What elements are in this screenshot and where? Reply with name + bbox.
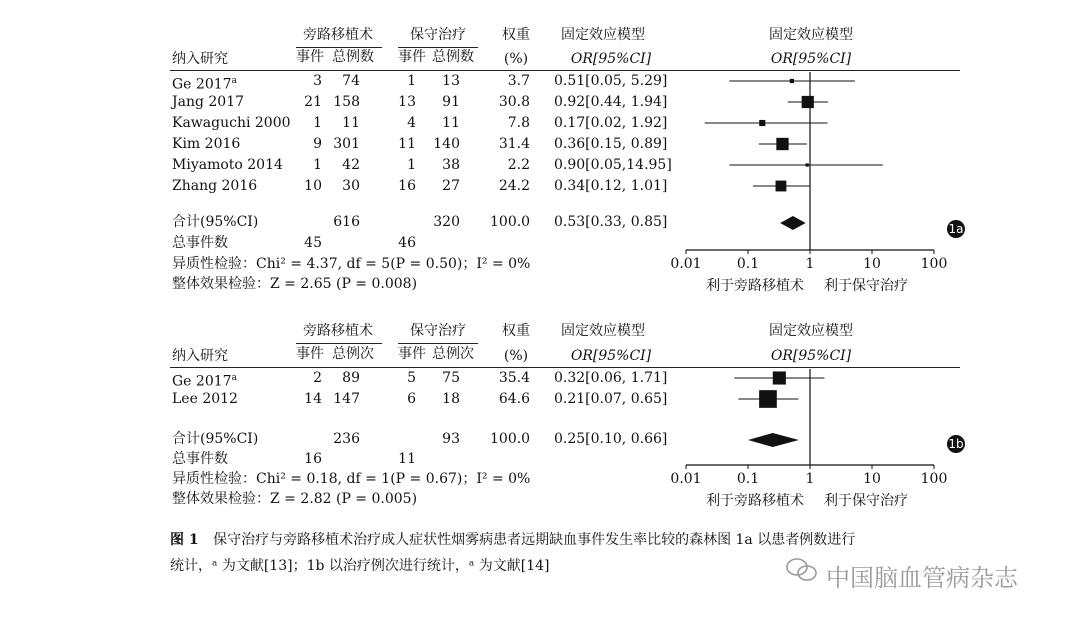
events-bypass: 3 bbox=[313, 73, 322, 89]
caption-line1: 保守治疗与旁路移植术治疗成人症状性烟雾病患者远期缺血事件发生率比较的森林图 1a 以患者例数进行 bbox=[213, 532, 856, 548]
odds-ratio-ci: 0.90[0.05,14.95] bbox=[554, 157, 672, 173]
header-total2: 总例数 bbox=[432, 49, 474, 65]
x-tick-label: 10 bbox=[863, 256, 881, 272]
events-bypass: 10 bbox=[304, 178, 322, 194]
total-bypass: 301 bbox=[333, 136, 360, 152]
events-conservative: 16 bbox=[398, 178, 416, 194]
odds-ratio-ci: 0.34[0.12, 1.01] bbox=[554, 178, 668, 194]
weight-pct: 35.4 bbox=[498, 370, 530, 386]
x-tick-label: 1 bbox=[805, 471, 815, 487]
favors-left-label: 利于旁路移植术 bbox=[706, 493, 805, 509]
header-total1: 总例数 bbox=[332, 49, 374, 65]
pooled-diamond bbox=[780, 216, 805, 230]
events-conservative: 5 bbox=[407, 370, 416, 386]
events-bypass: 1 bbox=[313, 157, 322, 173]
study-name: Miyamoto 2014 bbox=[172, 157, 283, 173]
header-model: 固定效应模型 bbox=[561, 323, 645, 339]
events-bypass: 14 bbox=[304, 391, 322, 407]
point-estimate bbox=[759, 120, 765, 126]
weight-pct: 64.6 bbox=[498, 391, 530, 407]
header-or-plot: OR[95%CI] bbox=[770, 348, 852, 364]
x-tick-label: 0.1 bbox=[736, 256, 760, 272]
header-total2: 总例次 bbox=[432, 346, 474, 362]
header-or: OR[95%CI] bbox=[570, 51, 652, 67]
reference-mark: a bbox=[231, 373, 237, 383]
total-bypass: 147 bbox=[333, 391, 360, 407]
events-conservative: 4 bbox=[407, 115, 416, 131]
header-group2: 保守治疗 bbox=[410, 323, 466, 339]
caption-line2: 统计，ᵃ 为文献[13]；1b 以治疗例次进行统计，ᵃ 为文献[14] bbox=[170, 558, 550, 574]
point-estimate bbox=[776, 181, 787, 192]
events-total-e2: 46 bbox=[398, 235, 416, 251]
total-weight: 100.0 bbox=[490, 431, 531, 447]
odds-ratio-ci: 0.21[0.07, 0.65] bbox=[554, 391, 668, 407]
x-tick-label: 100 bbox=[920, 256, 948, 272]
total-weight: 100.0 bbox=[490, 214, 531, 230]
header-total1: 总例次 bbox=[332, 346, 374, 362]
study-name: Jang 2017 bbox=[172, 94, 245, 110]
total-bypass: 74 bbox=[342, 73, 360, 89]
point-estimate bbox=[806, 163, 809, 166]
study-name: Lee 2012 bbox=[172, 391, 238, 407]
x-tick-label: 0.01 bbox=[670, 256, 702, 272]
header-group1: 旁路移植术 bbox=[303, 27, 373, 43]
events-total-label: 总事件数 bbox=[172, 451, 228, 467]
point-estimate bbox=[759, 390, 777, 408]
header-pct: (%) bbox=[503, 51, 529, 67]
total-label: 合计(95%CI) bbox=[172, 431, 259, 447]
odds-ratio-ci: 0.92[0.44, 1.94] bbox=[554, 94, 668, 110]
header-pct: (%) bbox=[503, 348, 529, 364]
total-n1: 616 bbox=[333, 214, 360, 230]
point-estimate bbox=[802, 96, 814, 108]
study-name: Kim 2016 bbox=[172, 136, 241, 152]
header-model-plot: 固定效应模型 bbox=[769, 323, 853, 339]
favors-left-label: 利于旁路移植术 bbox=[706, 278, 805, 294]
point-estimate bbox=[776, 138, 788, 150]
events-bypass: 2 bbox=[313, 370, 322, 386]
watermark-text: 中国脑血管病杂志 bbox=[826, 564, 1018, 592]
x-tick-label: 10 bbox=[863, 471, 881, 487]
total-conservative: 75 bbox=[442, 370, 460, 386]
study-name: Zhang 2016 bbox=[172, 178, 258, 194]
events-total-e2: 11 bbox=[398, 451, 416, 467]
overall-effect-test: 整体效果检验：Z = 2.65 (P = 0.008) bbox=[172, 276, 418, 292]
header-events1: 事件 bbox=[296, 346, 324, 362]
weight-pct: 24.2 bbox=[498, 178, 530, 194]
header-study: 纳入研究 bbox=[172, 51, 228, 67]
overall-effect-test: 整体效果检验：Z = 2.82 (P = 0.005) bbox=[172, 491, 418, 507]
total-n2: 320 bbox=[433, 214, 460, 230]
total-conservative: 38 bbox=[442, 157, 460, 173]
study-name-text: Ge 2017 bbox=[172, 373, 232, 390]
total-conservative: 18 bbox=[442, 391, 460, 407]
total-bypass: 89 bbox=[342, 370, 360, 386]
point-estimate bbox=[790, 79, 794, 83]
total-bypass: 30 bbox=[342, 178, 360, 194]
figure-label: 图 1 bbox=[170, 532, 199, 548]
wechat-icon bbox=[785, 556, 819, 584]
total-conservative: 11 bbox=[442, 115, 460, 131]
weight-pct: 2.2 bbox=[507, 157, 530, 173]
events-bypass: 21 bbox=[304, 94, 322, 110]
total-conservative: 13 bbox=[442, 73, 460, 89]
odds-ratio-ci: 0.36[0.15, 0.89] bbox=[554, 136, 668, 152]
header-group1: 旁路移植术 bbox=[303, 323, 373, 339]
total-n1: 236 bbox=[333, 431, 360, 447]
events-bypass: 1 bbox=[313, 115, 322, 131]
odds-ratio-ci: 0.51[0.05, 5.29] bbox=[554, 73, 668, 89]
header-weight: 权重 bbox=[502, 27, 530, 43]
header-events1: 事件 bbox=[296, 49, 324, 65]
weight-pct: 7.8 bbox=[507, 115, 530, 131]
header-or: OR[95%CI] bbox=[570, 348, 652, 364]
total-n2: 93 bbox=[442, 431, 460, 447]
events-conservative: 13 bbox=[398, 94, 416, 110]
events-bypass: 9 bbox=[313, 136, 322, 152]
total-or: 0.53[0.33, 0.85] bbox=[554, 214, 668, 230]
total-bypass: 158 bbox=[333, 94, 360, 110]
header-group2: 保守治疗 bbox=[410, 27, 466, 43]
total-conservative: 140 bbox=[433, 136, 460, 152]
point-estimate bbox=[773, 371, 786, 384]
header-model: 固定效应模型 bbox=[561, 27, 645, 43]
total-or: 0.25[0.10, 0.66] bbox=[554, 431, 668, 447]
weight-pct: 30.8 bbox=[498, 94, 530, 110]
weight-pct: 3.7 bbox=[507, 73, 530, 89]
figure-caption bbox=[170, 532, 855, 548]
total-bypass: 42 bbox=[342, 157, 360, 173]
events-conservative: 6 bbox=[407, 391, 416, 407]
events-total-e1: 16 bbox=[304, 451, 322, 467]
favors-right-label: 利于保守治疗 bbox=[823, 493, 908, 509]
x-tick-label: 0.01 bbox=[670, 471, 702, 487]
x-tick-label: 1 bbox=[805, 256, 815, 272]
panel-badge-label: 1b bbox=[948, 437, 964, 451]
header-or-plot: OR[95%CI] bbox=[770, 51, 852, 67]
panel-badge-label: 1a bbox=[948, 222, 964, 236]
header-study: 纳入研究 bbox=[172, 348, 228, 364]
events-conservative: 11 bbox=[398, 136, 416, 152]
reference-mark: a bbox=[231, 76, 237, 86]
events-conservative: 1 bbox=[407, 157, 416, 173]
heterogeneity-test: 异质性检验：Chi² = 4.37, df = 5(P = 0.50)；I² = 0% bbox=[172, 256, 531, 272]
events-total-e1: 45 bbox=[304, 235, 322, 251]
pooled-diamond bbox=[748, 433, 799, 447]
weight-pct: 31.4 bbox=[498, 136, 530, 152]
favors-right-label: 利于保守治疗 bbox=[823, 278, 908, 294]
study-name: Kawaguchi 2000 bbox=[172, 115, 291, 131]
total-conservative: 91 bbox=[442, 94, 460, 110]
total-conservative: 27 bbox=[442, 178, 460, 194]
odds-ratio-ci: 0.17[0.02, 1.92] bbox=[554, 115, 668, 131]
odds-ratio-ci: 0.32[0.06, 1.71] bbox=[554, 370, 668, 386]
events-conservative: 1 bbox=[407, 73, 416, 89]
header-weight: 权重 bbox=[502, 323, 530, 339]
study-name-text: Ge 2017 bbox=[172, 76, 232, 93]
x-tick-label: 100 bbox=[920, 471, 948, 487]
events-total-label: 总事件数 bbox=[172, 235, 228, 251]
total-label: 合计(95%CI) bbox=[172, 214, 259, 230]
header-events2: 事件 bbox=[398, 346, 426, 362]
header-model-plot: 固定效应模型 bbox=[769, 27, 853, 43]
header-events2: 事件 bbox=[398, 49, 426, 65]
x-tick-label: 0.1 bbox=[736, 471, 760, 487]
heterogeneity-test: 异质性检验：Chi² = 0.18, df = 1(P = 0.67)；I² = 0% bbox=[172, 471, 531, 487]
total-bypass: 11 bbox=[342, 115, 360, 131]
